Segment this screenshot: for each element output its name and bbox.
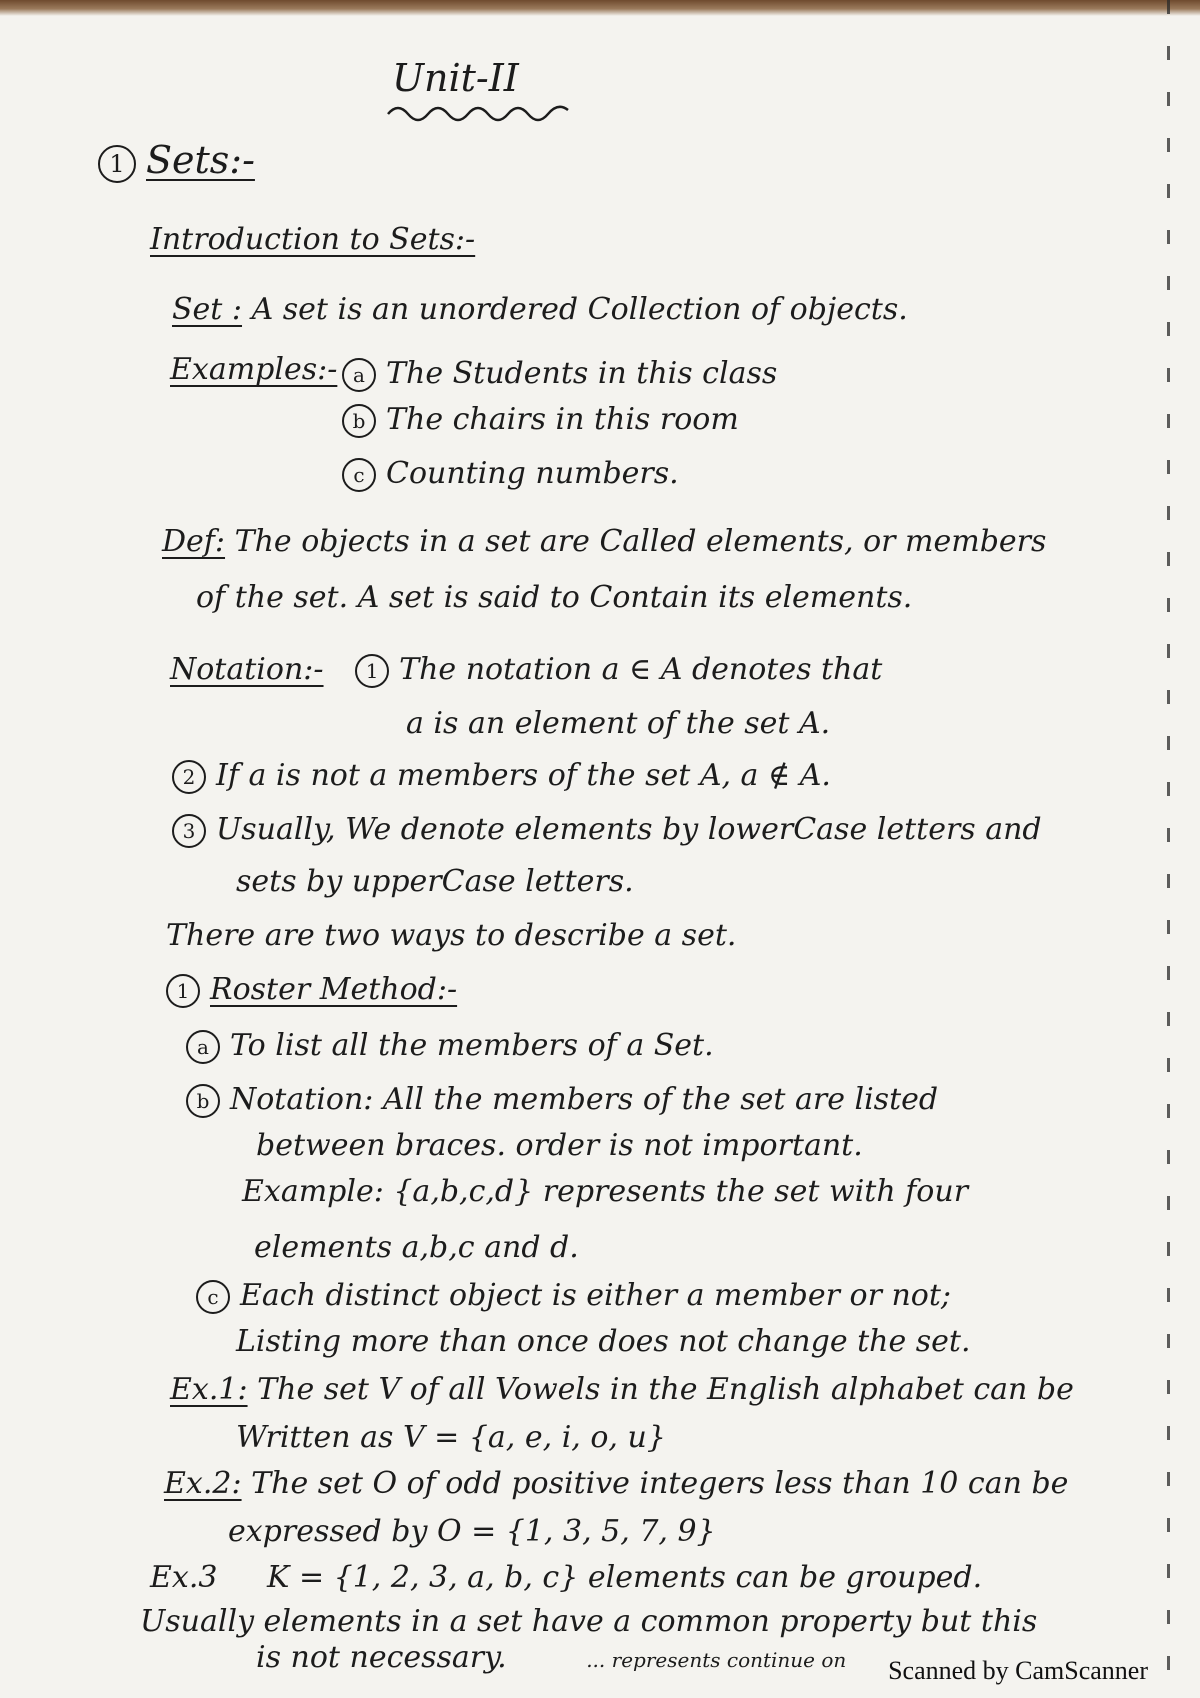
example-text: The Students in this class	[386, 356, 778, 391]
def-line-2: of the set. A set is said to Contain its elements.	[196, 580, 913, 615]
roster-c-line-2: Listing more than once does not change the set.	[236, 1324, 971, 1359]
roster-item-text: Notation: All the members of the set are listed	[230, 1082, 939, 1117]
ex2-label: Ex.2:	[164, 1466, 242, 1501]
notation-item-2	[172, 758, 831, 794]
roster-b-line-4: elements a,b,c and d.	[254, 1230, 579, 1265]
example-item	[342, 456, 679, 492]
notation-text-2: If a is not a members of the set A, a ∉ A.	[216, 758, 831, 793]
example-item	[342, 402, 739, 438]
ex2-text: The set O of odd positive integers less than 10 can be	[251, 1466, 1069, 1501]
notation-text-3b: sets by upperCase letters.	[236, 864, 634, 899]
roster-heading-text: Roster Method:-	[210, 972, 458, 1007]
section-number: 1	[98, 145, 136, 183]
notation-line-1	[170, 652, 882, 688]
notation-marker: 2	[172, 760, 206, 794]
ex3-text: K = {1, 2, 3, a, b, c} elements can be grouped.	[267, 1560, 983, 1595]
roster-item-c	[196, 1278, 951, 1314]
closing-tail: ... represents continue on	[586, 1648, 847, 1672]
def-text-1: The objects in a set are Called elements, or members	[234, 524, 1047, 559]
def-line-1	[162, 524, 1046, 559]
section-heading	[98, 138, 255, 183]
notation-marker: 3	[172, 814, 206, 848]
roster-b-line-3: Example: {a,b,c,d} represents the set with four	[242, 1174, 969, 1209]
notation-item-3	[172, 812, 1042, 848]
notation-line-2: a is an element of the set A.	[406, 706, 831, 741]
notation-text-1: The notation a ∈ A denotes that	[399, 652, 883, 687]
scanner-watermark: Scanned by CamScanner	[888, 1656, 1148, 1685]
intro-heading: Introduction to Sets:-	[150, 222, 476, 257]
example-marker: a	[342, 358, 376, 392]
roster-item-marker: b	[186, 1084, 220, 1118]
ex3-label: Ex.3	[150, 1560, 218, 1595]
ex1-line-2: Written as V = {a, e, i, o, u}	[236, 1420, 666, 1455]
roster-item-text: To list all the members of a Set.	[230, 1028, 714, 1063]
closing-line-1: Usually elements in a set have a common property but this	[140, 1604, 1038, 1639]
roster-item-a	[186, 1028, 714, 1064]
example-marker: b	[342, 404, 376, 438]
closing-line-2	[256, 1640, 846, 1675]
page-title: Unit-II	[392, 56, 519, 100]
title-squiggle-underline	[386, 100, 576, 122]
ex2-line-1	[164, 1466, 1068, 1501]
roster-item-marker: a	[186, 1030, 220, 1064]
section-heading-text: Sets:-	[146, 138, 255, 182]
ex1-text: The set V of all Vowels in the English alphabet can be	[257, 1372, 1074, 1407]
roster-item-text: Each distinct object is either a member or not;	[240, 1278, 951, 1313]
example-text: Counting numbers.	[386, 456, 679, 491]
roster-marker: 1	[166, 974, 200, 1008]
ex2-line-2: expressed by O = {1, 3, 5, 7, 9}	[228, 1514, 716, 1549]
ex3-line	[150, 1560, 982, 1595]
roster-item-b	[186, 1082, 938, 1118]
def-label: Def:	[162, 524, 226, 559]
page-top-edge	[0, 0, 1200, 16]
ex1-line-1	[170, 1372, 1074, 1407]
notation-text-3: Usually, We denote elements by lowerCase letters and	[216, 812, 1042, 847]
roster-b-line-2: between braces. order is not important.	[256, 1128, 863, 1163]
example-item	[342, 356, 777, 392]
set-definition-text: A set is an unordered Collection of objects.	[251, 292, 908, 327]
notation-label: Notation:-	[170, 652, 324, 687]
binder-holes	[1167, 0, 1170, 1698]
examples-label: Examples:-	[170, 352, 338, 387]
example-text: The chairs in this room	[386, 402, 739, 437]
ex1-label: Ex.1:	[170, 1372, 248, 1407]
example-marker: c	[342, 458, 376, 492]
notation-marker: 1	[355, 654, 389, 688]
roster-item-marker: c	[196, 1280, 230, 1314]
set-definition	[172, 292, 908, 327]
set-label: Set :	[172, 292, 243, 327]
roster-heading	[166, 972, 457, 1008]
closing-text: is not necessary.	[256, 1640, 507, 1675]
two-ways-text: There are two ways to describe a set.	[166, 918, 737, 953]
